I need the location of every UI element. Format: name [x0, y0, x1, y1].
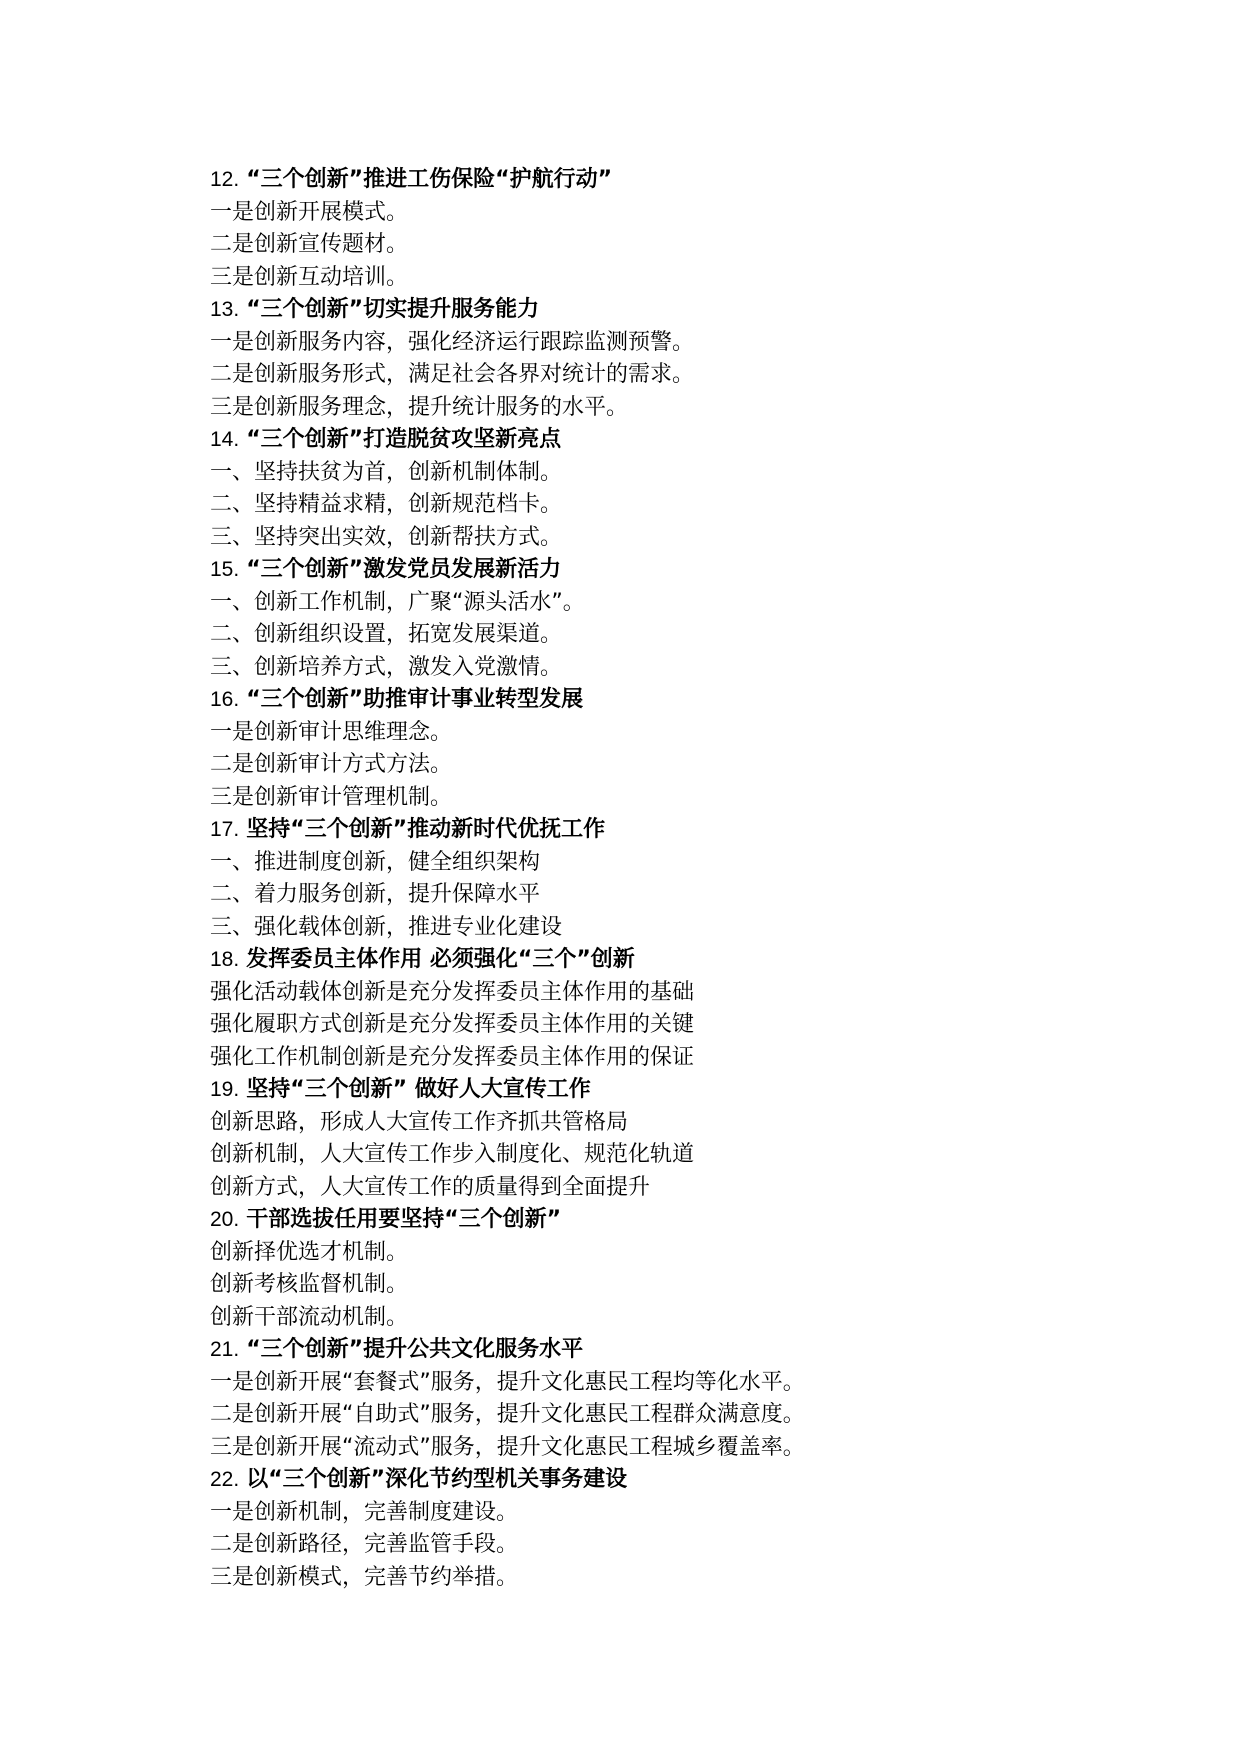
section-title: 以“三个创新”深化节约型机关事务建设	[246, 1467, 628, 1492]
list-item: 一是创新开展“套餐式”服务，提升文化惠民工程均等化水平。	[210, 1369, 805, 1395]
section-title: “三个创新”打造脱贫攻坚新亮点	[246, 427, 562, 452]
list-item: 二、坚持精益求精，创新规范档卡。	[210, 492, 563, 517]
list-item: 一是创新审计思维理念。	[210, 719, 453, 745]
section-heading	[210, 1204, 1170, 1237]
list-item: 强化履职方式创新是充分发挥委员主体作用的关键	[210, 1012, 695, 1037]
section-heading	[210, 294, 1170, 327]
list-item: 三是创新服务理念，提升统计服务的水平。	[210, 394, 629, 420]
section-heading	[210, 424, 1170, 457]
list-item: 创新思路，形成人大宣传工作齐抓共管格局	[210, 1109, 629, 1135]
list-item: 二是创新路径，完善监管手段。	[210, 1532, 519, 1557]
list-item: 强化活动载体创新是充分发挥委员主体作用的基础	[210, 979, 695, 1005]
document-body	[210, 164, 1170, 1594]
section-heading	[210, 814, 1170, 847]
section-number: 18.	[210, 948, 240, 971]
list-item: 三、坚持突出实效，创新帮扶方式。	[210, 524, 563, 550]
list-item: 一是创新开展模式。	[210, 199, 409, 225]
list-item: 一、坚持扶贫为首，创新机制体制。	[210, 459, 563, 485]
section-heading	[210, 944, 1170, 977]
section-number: 16.	[210, 688, 240, 711]
list-item: 创新择优选才机制。	[210, 1239, 409, 1265]
section-title: 发挥委员主体作用 必须强化“三个”创新	[246, 947, 635, 972]
list-item: 强化工作机制创新是充分发挥委员主体作用的保证	[210, 1044, 695, 1070]
section-title: 干部选拔任用要坚持“三个创新”	[246, 1207, 562, 1232]
section-number: 17.	[210, 818, 240, 841]
section-number: 13.	[210, 298, 240, 321]
section-number: 15.	[210, 558, 240, 581]
section-title: “三个创新”切实提升服务能力	[246, 297, 540, 322]
list-item: 三是创新开展“流动式”服务，提升文化惠民工程城乡覆盖率。	[210, 1434, 805, 1460]
list-item: 二是创新审计方式方法。	[210, 752, 453, 777]
section-number: 20.	[210, 1208, 240, 1231]
section-number: 19.	[210, 1078, 240, 1101]
list-item: 二、着力服务创新，提升保障水平	[210, 882, 541, 907]
section-heading	[210, 684, 1170, 717]
list-item: 二、创新组织设置，拓宽发展渠道。	[210, 622, 563, 647]
list-item: 一、创新工作机制，广聚“源头活水”。	[210, 589, 585, 615]
list-item: 二是创新开展“自助式”服务，提升文化惠民工程群众满意度。	[210, 1402, 805, 1427]
section-heading	[210, 1074, 1170, 1107]
section-heading	[210, 554, 1170, 587]
section-title: “三个创新”提升公共文化服务水平	[246, 1337, 584, 1362]
list-item: 一是创新服务内容，强化经济运行跟踪监测预警。	[210, 329, 695, 355]
section-title: 坚持“三个创新”推动新时代优抚工作	[246, 817, 606, 842]
list-item: 创新机制，人大宣传工作步入制度化、规范化轨道	[210, 1142, 695, 1167]
list-item: 二是创新宣传题材。	[210, 232, 409, 257]
list-item: 创新干部流动机制。	[210, 1304, 409, 1330]
list-item: 三、强化载体创新，推进专业化建设	[210, 914, 563, 940]
list-item: 一是创新机制，完善制度建设。	[210, 1499, 519, 1525]
list-item: 一、推进制度创新，健全组织架构	[210, 849, 541, 875]
section-number: 14.	[210, 428, 240, 451]
section-heading	[210, 164, 1170, 197]
list-item: 三是创新审计管理机制。	[210, 784, 453, 810]
list-item: 三是创新互动培训。	[210, 264, 409, 290]
list-item: 三是创新模式，完善节约举措。	[210, 1564, 519, 1590]
section-title: “三个创新”推进工伤保险“护航行动”	[246, 167, 613, 192]
list-item: 二是创新服务形式，满足社会各界对统计的需求。	[210, 362, 695, 387]
section-heading	[210, 1334, 1170, 1367]
section-number: 12.	[210, 168, 240, 191]
section-title: 坚持“三个创新” 做好人大宣传工作	[246, 1077, 591, 1102]
list-item: 三、创新培养方式，激发入党激情。	[210, 654, 563, 680]
section-number: 22.	[210, 1468, 240, 1491]
list-item: 创新考核监督机制。	[210, 1272, 409, 1297]
section-heading	[210, 1464, 1170, 1497]
section-title: “三个创新”助推审计事业转型发展	[246, 687, 584, 712]
list-item: 创新方式，人大宣传工作的质量得到全面提升	[210, 1174, 651, 1200]
section-title: “三个创新”激发党员发展新活力	[246, 557, 562, 582]
section-number: 21.	[210, 1338, 240, 1361]
